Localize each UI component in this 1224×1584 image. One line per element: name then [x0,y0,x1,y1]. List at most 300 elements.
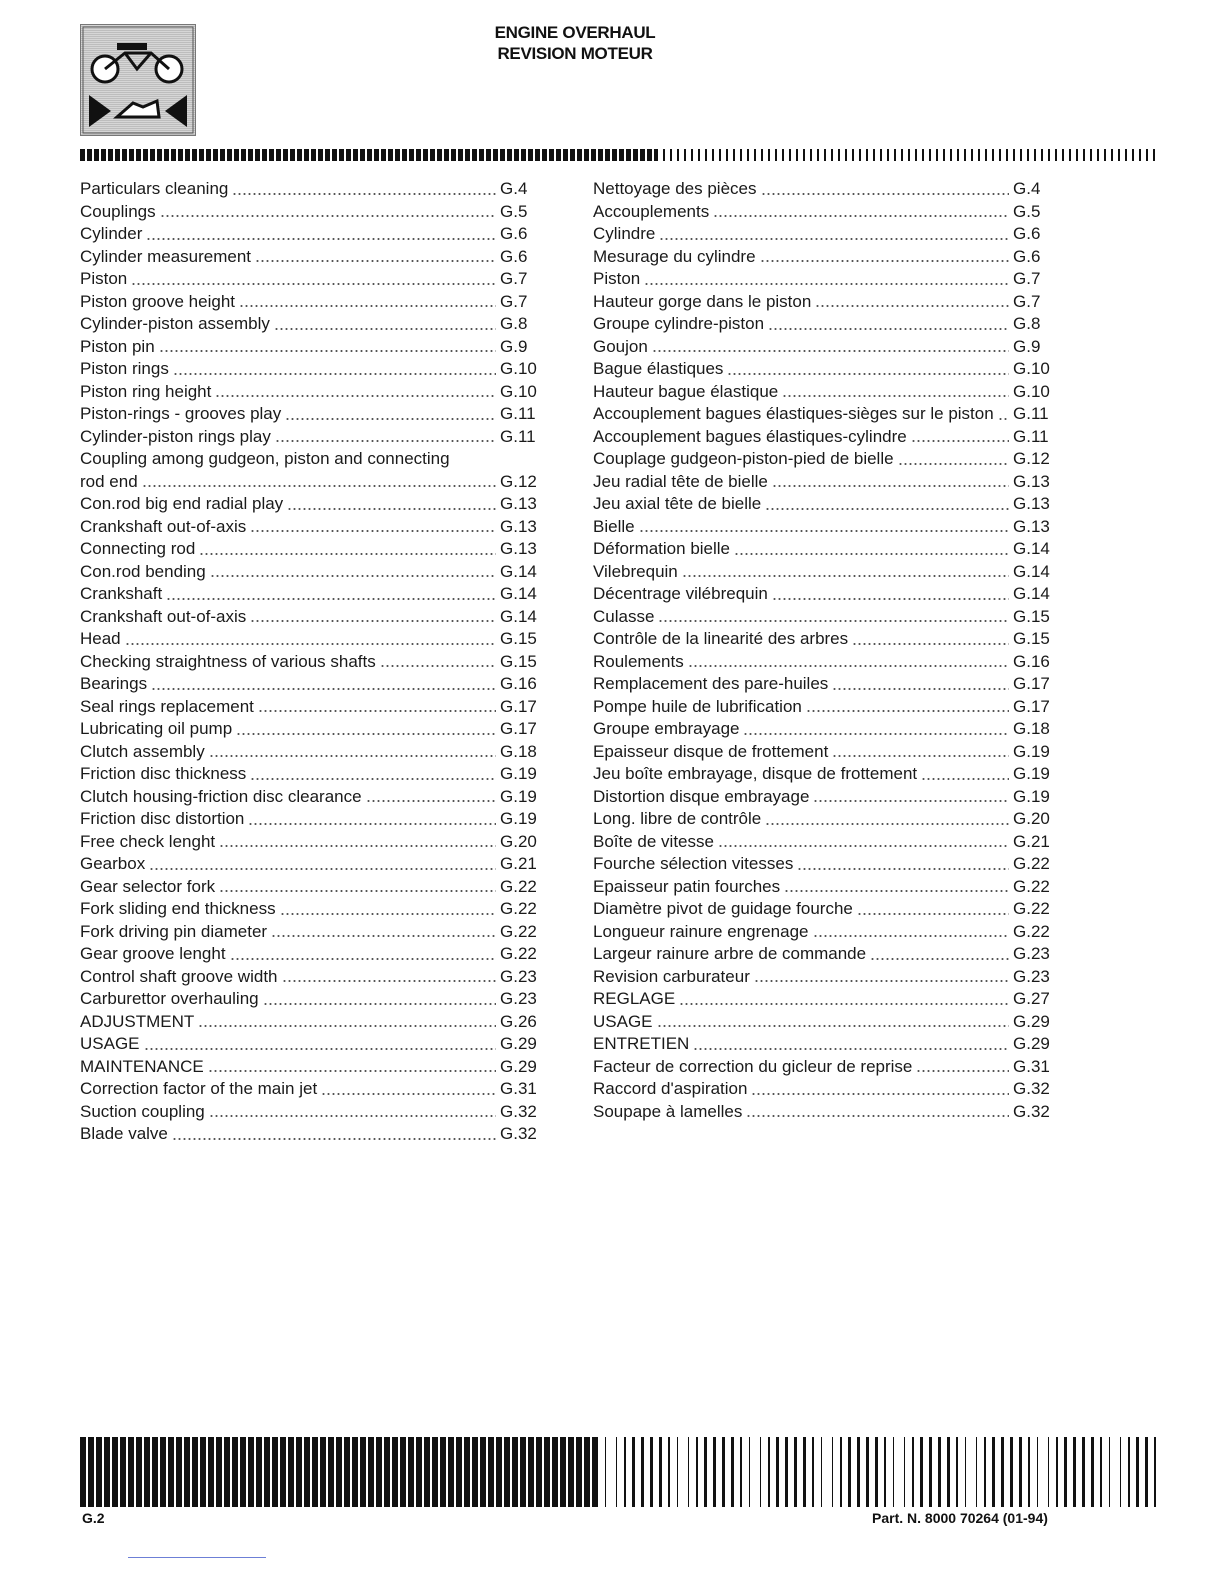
toc-entry-page: G.13 [1013,494,1050,513]
dot-leader [765,822,1009,826]
part-number: Part. N. 8000 70264 (01-94) [872,1510,1048,1526]
toc-entry[interactable] [80,336,542,359]
toc-entry-page: G.5 [1013,201,1041,221]
toc-entry[interactable] [80,561,542,584]
toc-entry-label: Friction disc distortion [80,809,245,828]
toc-entry-page: G.13 [1013,471,1050,491]
toc-entry-label: Hauteur gorge dans le piston [593,291,812,311]
toc-entry-label: Crankshaft out-of-axis [80,516,247,536]
toc-entry-label: Friction disc thickness [80,764,247,783]
toc-entry[interactable] [80,583,542,606]
toc-entry[interactable] [80,313,542,336]
toc-entry-page: G.11 [1013,404,1049,423]
toc-entry-label: rod end [80,471,138,491]
toc-entry-label: Coupling among gudgeon, piston and connecting [80,449,450,468]
dot-leader [743,732,1009,736]
toc-entry[interactable] [80,1011,542,1034]
dot-leader [198,1024,496,1028]
toc-french [593,178,1055,1123]
toc-entry-label: Cylinder measurement [80,246,252,266]
toc-entry-label: Soupape à lamelles [593,1101,743,1121]
toc-entry-label: Piston [593,269,641,288]
toc-entry-label: Piston pin [80,336,155,356]
toc-entry[interactable] [80,831,542,854]
toc-entry-page: G.19 [500,786,537,806]
toc-entry[interactable] [593,853,1055,876]
toc-entry-page: G.19 [500,809,537,828]
toc-entry-label: Goujon [593,336,648,356]
toc-entry-label: Head [80,629,121,648]
toc-entry-page: G.13 [500,494,537,513]
dot-leader [998,417,1009,421]
toc-entry-page: G.23 [1013,966,1050,986]
dot-leader [125,642,496,646]
toc-entry-page: G.12 [1013,449,1050,468]
toc-entry[interactable] [80,628,542,651]
toc-entry-page: G.11 [1013,426,1049,446]
toc-entry[interactable] [593,516,1055,539]
dot-leader [727,372,1009,376]
toc-entry-page: G.13 [500,539,537,558]
dot-leader [806,709,1009,713]
toc-entry-label: Carburettor overhauling [80,989,259,1008]
toc-entry-label: Fork driving pin diameter [80,921,268,941]
dot-leader [659,237,1009,241]
toc-entry-label: Control shaft groove width [80,966,278,986]
toc-entry-page: G.6 [1013,246,1041,266]
toc-entry-label: Remplacement des pare-huiles [593,674,829,693]
toc-entry-label: Fourche sélection vitesses [593,854,794,873]
dot-leader [657,1024,1009,1028]
toc-entry-label: Particulars cleaning [80,179,229,198]
dot-leader [275,439,496,443]
toc-entry-label: Gear groove lenght [80,944,226,963]
toc-entry[interactable] [80,786,542,809]
toc-entry[interactable] [80,223,542,246]
toc-entry-label: Epaisseur disque de frottement [593,741,829,761]
toc-entry[interactable] [593,1078,1055,1101]
toc-entry-page: G.23 [500,989,537,1008]
dot-leader [688,664,1009,668]
toc-entry-label: Diamètre pivot de guidage fourche [593,899,853,918]
toc-entry[interactable] [80,898,542,921]
dot-leader [209,754,496,758]
dot-leader [760,259,1009,263]
toc-entry[interactable] [593,606,1055,629]
toc-entry[interactable] [80,201,542,224]
toc-entry-label: Distortion disque embrayage [593,786,810,806]
toc-entry[interactable] [593,628,1055,651]
dot-leader [815,304,1009,308]
toc-entry[interactable] [593,448,1055,471]
toc-entry[interactable] [80,808,542,831]
dot-leader [215,394,496,398]
toc-entry-page: G.10 [500,381,537,401]
dot-leader [131,282,496,286]
toc-entry[interactable] [80,1056,542,1079]
dot-leader [898,462,1009,466]
toc-entry-label: USAGE [593,1011,653,1031]
toc-entry-label: Piston rings [80,359,169,378]
toc-entry-page: G.5 [500,201,528,221]
toc-entry-page: G.18 [500,741,537,761]
toc-entry-label: Roulements [593,651,684,671]
toc-entry[interactable] [593,1101,1055,1124]
dot-leader [713,214,1009,218]
toc-entry-page: G.14 [1013,561,1050,581]
toc-entry-page: G.8 [500,314,528,333]
toc-entry-page: G.21 [500,854,537,873]
toc-entry-label: Boîte de vitesse [593,831,714,851]
toc-entry-page: G.29 [1013,1011,1050,1031]
toc-entry[interactable] [593,291,1055,314]
toc-entry-label: Accouplement bagues élastiques-cylindre [593,426,907,446]
toc-entry-label: Facteur de correction du gicleur de reprise [593,1056,913,1076]
dot-leader [734,552,1009,556]
dot-leader [765,507,1009,511]
dot-leader [797,867,1009,871]
dot-leader [210,574,496,578]
toc-entry[interactable] [593,583,1055,606]
toc-entry-label: Clutch assembly [80,741,205,761]
toc-entry-label: Epaisseur patin fourches [593,876,781,896]
toc-entry-page: G.12 [500,471,537,491]
dot-leader [832,687,1009,691]
toc-entry-page: G.17 [500,696,537,716]
toc-entry-page: G.27 [1013,989,1050,1008]
toc-entry[interactable] [593,246,1055,269]
toc-entry[interactable] [593,358,1055,381]
toc-entry-page: G.14 [1013,584,1050,603]
toc-entry-page: G.23 [1013,944,1050,963]
toc-entry-page: G.31 [500,1079,537,1098]
toc-entry-label: Con.rod bending [80,561,206,581]
toc-entry-page: G.16 [500,674,537,693]
toc-entry[interactable] [593,786,1055,809]
toc-entry-page: G.22 [1013,876,1050,896]
toc-entry-page: G.31 [1013,1056,1050,1076]
toc-entry[interactable] [593,898,1055,921]
dot-leader [146,237,496,241]
toc-entry-label: Groupe embrayage [593,719,740,738]
toc-entry-label: Décentrage vilébrequin [593,584,768,603]
toc-entry-page: G.15 [1013,606,1050,626]
toc-entry[interactable] [593,178,1055,201]
dot-leader [250,777,496,781]
toc-entry[interactable] [80,651,542,674]
toc-entry-label: Accouplement bagues élastiques-sièges sur le piston [593,404,994,423]
toc-entry[interactable] [593,808,1055,831]
dot-leader [911,439,1009,443]
dot-leader [236,732,496,736]
dot-leader [857,912,1009,916]
toc-entry[interactable] [593,1033,1055,1056]
toc-entry[interactable] [593,673,1055,696]
toc-entry[interactable] [80,1078,542,1101]
toc-entry[interactable] [80,538,542,561]
dot-leader [166,597,496,601]
toc-entry[interactable] [80,943,542,966]
toc-entry-label: Mesurage du cylindre [593,246,756,266]
toc-entry[interactable] [80,1033,542,1056]
motorcycle-engine-icon [81,25,195,135]
toc-entry-label: Lubricating oil pump [80,719,233,738]
toc-entry[interactable] [593,966,1055,989]
toc-entry-page: G.6 [1013,224,1041,243]
toc-entry[interactable] [593,381,1055,404]
toc-entry[interactable] [80,178,542,201]
toc-entry[interactable] [80,606,542,629]
toc-entry[interactable] [593,223,1055,246]
toc-entry-page: G.21 [1013,831,1050,851]
toc-entry-page: G.13 [500,516,537,536]
toc-entry-page: G.32 [1013,1101,1050,1121]
toc-entry[interactable] [593,471,1055,494]
dot-leader [832,754,1009,758]
toc-entry[interactable] [593,1011,1055,1034]
toc-entry-page: G.7 [500,291,528,311]
toc-entry[interactable] [80,291,542,314]
dot-leader [870,957,1009,961]
toc-entry-page: G.22 [1013,854,1050,873]
toc-entry[interactable] [80,853,542,876]
toc-entry[interactable] [80,696,542,719]
toc-entry[interactable] [593,201,1055,224]
toc-entry[interactable] [80,516,542,539]
toc-entry-label: Long. libre de contrôle [593,809,762,828]
dot-leader [219,889,496,893]
toc-entry-label: Accouplements [593,201,710,221]
toc-entry[interactable] [80,1123,542,1146]
toc-entry[interactable] [80,426,542,449]
toc-entry[interactable] [593,943,1055,966]
toc-entry[interactable] [80,988,542,1011]
dot-leader [144,1047,496,1051]
toc-entry-page: G.15 [1013,629,1050,648]
dot-leader [255,259,496,263]
toc-entry-page: G.20 [500,831,537,851]
toc-entry[interactable] [593,921,1055,944]
dot-leader [239,304,496,308]
toc-entry-label: Cylindre [593,224,656,243]
toc-entry-label: Crankshaft out-of-axis [80,606,247,626]
toc-entry-label: Suction coupling [80,1101,205,1121]
dot-leader [142,484,496,488]
toc-entry[interactable] [593,718,1055,741]
dot-leader [159,349,496,353]
dot-leader [250,619,496,623]
dot-leader [746,1114,1009,1118]
dot-leader [921,777,1009,781]
toc-entry[interactable] [80,1101,542,1124]
dot-leader [287,507,496,511]
toc-entry[interactable] [80,493,542,516]
toc-entry[interactable] [593,988,1055,1011]
toc-entry[interactable] [593,426,1055,449]
toc-entry-label: Checking straightness of various shafts [80,651,376,671]
dot-leader [658,619,1009,623]
dot-leader [693,1047,1009,1051]
toc-entry-page: G.8 [1013,314,1041,333]
dot-leader [751,1092,1009,1096]
toc-entry[interactable] [593,493,1055,516]
toc-entry-label: Raccord d'aspiration [593,1079,748,1098]
toc-entry-page: G.6 [500,246,528,266]
dot-leader [380,664,496,668]
toc-entry-label: Hauteur bague élastique [593,381,779,401]
toc-entry-label: Gearbox [80,854,146,873]
dot-leader [274,327,496,331]
toc-entry-page: G.22 [1013,899,1050,918]
toc-entry[interactable] [80,358,542,381]
dot-leader [230,957,496,961]
dot-leader [232,192,496,196]
toc-entry[interactable] [593,313,1055,336]
toc-entry[interactable] [80,448,542,471]
toc-english [80,178,542,1146]
toc-entry-page: G.32 [500,1124,537,1143]
toc-entry[interactable] [80,741,542,764]
dot-leader [761,192,1010,196]
dot-leader [682,574,1009,578]
toc-entry-page: G.14 [1013,539,1050,558]
dot-leader [813,934,1009,938]
toc-entry-page: G.10 [1013,381,1050,401]
toc-entry-page: G.14 [500,561,537,581]
section-logo [80,24,196,136]
toc-entry-page: G.14 [500,584,537,603]
toc-entry[interactable] [80,246,542,269]
toc-entry[interactable] [80,921,542,944]
toc-entry[interactable] [593,336,1055,359]
toc-entry[interactable] [593,651,1055,674]
toc-entry-label: Cylinder-piston assembly [80,314,270,333]
toc-entry-page: G.17 [1013,696,1050,716]
dot-leader [199,552,496,556]
dot-leader [679,1002,1009,1006]
dot-leader [149,867,496,871]
toc-entry-page: G.29 [1013,1034,1050,1053]
dot-leader [208,1069,496,1073]
toc-entry-label: Piston groove height [80,291,235,311]
toc-entry[interactable] [80,966,542,989]
toc-entry-label: Jeu radial tête de bielle [593,471,768,491]
toc-entry-label: Longueur rainure engrenage [593,921,809,941]
toc-entry-label: Pompe huile de lubrification [593,696,802,716]
toc-entry-page: G.7 [1013,269,1041,288]
toc-entry[interactable] [80,471,542,494]
dot-leader [285,417,496,421]
dot-leader [248,822,496,826]
toc-entry[interactable] [80,381,542,404]
dot-leader [151,687,496,691]
dot-leader [173,372,496,376]
toc-entry-label: Bearings [80,674,148,693]
toc-entry-label: Groupe cylindre-piston [593,314,765,333]
toc-entry-page: G.22 [500,944,537,963]
toc-entry-page: G.32 [500,1101,537,1121]
dot-leader [916,1069,1009,1073]
toc-entry[interactable] [593,403,1055,426]
toc-entry-page: G.7 [1013,291,1041,311]
toc-entry[interactable] [593,538,1055,561]
toc-entry[interactable] [80,673,542,696]
toc-entry-page: G.26 [500,1011,537,1031]
toc-entry-page: G.32 [1013,1079,1050,1098]
toc-entry-label: Connecting rod [80,539,196,558]
toc-entry[interactable] [80,403,542,426]
toc-entry-label: Cylinder [80,224,143,243]
toc-entry[interactable] [593,561,1055,584]
toc-entry[interactable] [80,718,542,741]
dot-leader [772,597,1009,601]
toc-entry[interactable] [593,763,1055,786]
dot-leader [782,394,1009,398]
page-header [460,22,690,64]
toc-entry[interactable] [593,696,1055,719]
toc-entry-label: Piston [80,269,128,288]
dot-leader [784,889,1009,893]
toc-entry-label: Couplage gudgeon-piston-pied de bielle [593,449,894,468]
toc-entry-label: Crankshaft [80,584,163,603]
toc-entry[interactable] [593,876,1055,899]
toc-entry-page: G.19 [1013,764,1050,783]
page-number: G.2 [82,1510,105,1526]
header-title-fr: REVISION MOTEUR [497,44,653,63]
toc-entry[interactable] [593,831,1055,854]
top-barcode-stripe [80,149,1156,161]
toc-entry[interactable] [593,1056,1055,1079]
toc-entry-label: ADJUSTMENT [80,1011,195,1031]
toc-entry-page: G.17 [500,719,537,738]
toc-entry[interactable] [80,763,542,786]
toc-entry-label: Couplings [80,201,156,221]
toc-entry-label: Piston ring height [80,381,212,401]
toc-entry-page: G.11 [500,426,536,446]
dot-leader [321,1092,496,1096]
toc-entry-label: USAGE [80,1034,140,1053]
toc-entry-page: G.19 [1013,786,1050,806]
toc-entry-page: G.23 [500,966,537,986]
dot-leader [772,484,1009,488]
toc-entry-page: G.20 [1013,809,1050,828]
toc-entry-page: G.19 [500,764,537,783]
toc-entry-page: G.15 [500,629,537,648]
dot-leader [271,934,496,938]
toc-entry-label: Gear selector fork [80,876,216,896]
toc-entry-label: Seal rings replacement [80,696,254,716]
toc-entry-page: G.14 [500,606,537,626]
toc-entry[interactable] [593,741,1055,764]
toc-entry-label: Correction factor of the main jet [80,1079,318,1098]
toc-entry-page: G.11 [500,404,536,423]
toc-entry-page: G.15 [500,651,537,671]
toc-entry-page: G.13 [1013,516,1050,536]
toc-entry[interactable] [593,268,1055,291]
dot-leader [813,799,1009,803]
toc-entry-label: Culasse [593,606,655,626]
toc-entry-label: Jeu axial tête de bielle [593,494,762,513]
dot-leader [366,799,496,803]
toc-entry-page: G.10 [500,359,537,378]
toc-entry-label: Bielle [593,516,635,536]
toc-entry-page: G.9 [500,336,528,356]
toc-entry-page: G.22 [1013,921,1050,941]
toc-entry-page: G.22 [500,899,537,918]
toc-entry-page: G.29 [500,1056,537,1076]
toc-entry[interactable] [80,876,542,899]
toc-entry[interactable] [80,268,542,291]
